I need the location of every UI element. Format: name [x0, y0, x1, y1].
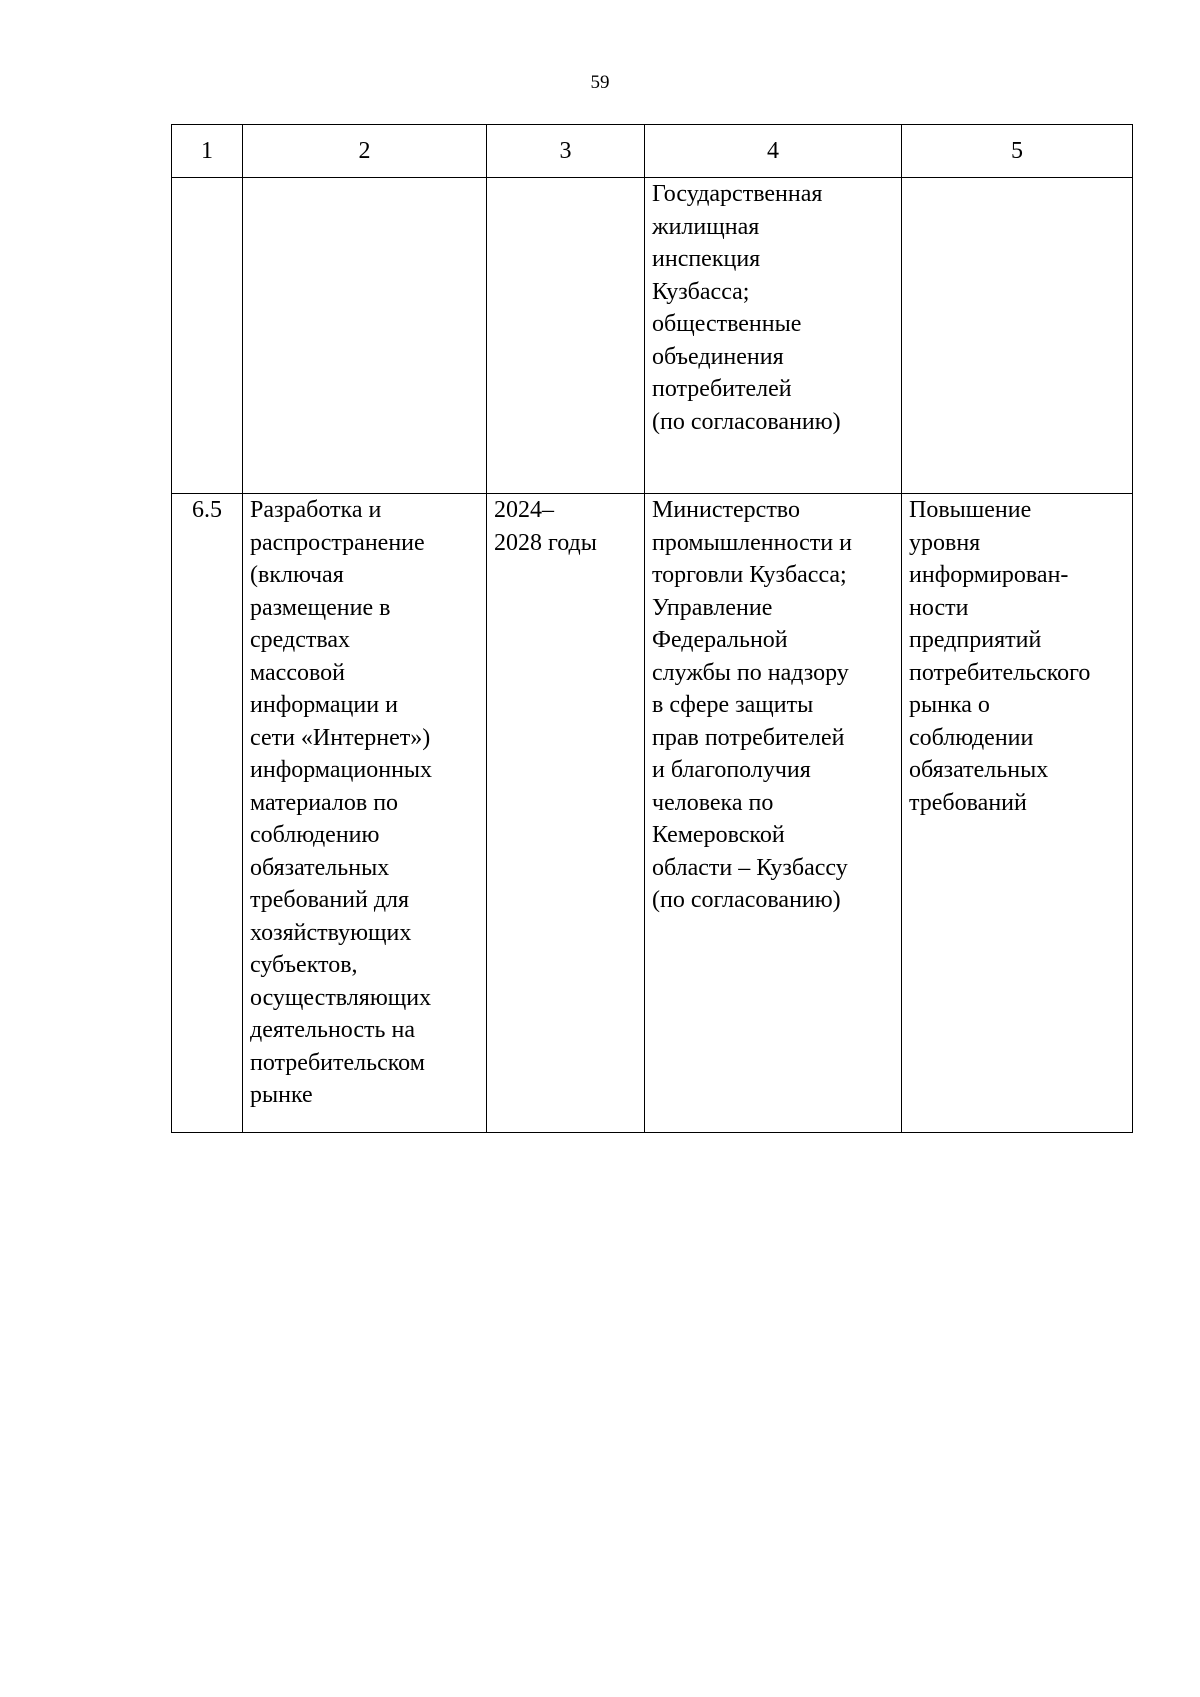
cell-result [902, 178, 1133, 494]
cell-executors: Министерство промышленности и торговли Кузбасса; Управление Федеральной службы по надзору в сфере защиты прав потребителей и благополучия человека по Кемеровской области – Кузбассу (по согласованию) [645, 494, 902, 1133]
column-header-2: 2 [243, 125, 487, 178]
cell-number [172, 178, 243, 494]
column-header-3: 3 [487, 125, 645, 178]
table-row-continuation [172, 178, 1133, 494]
table-row-6-5 [172, 494, 1133, 1133]
measures-table [171, 124, 1133, 1133]
cell-activity: Разработка и распространение (включая размещение в средствах массовой информации и сети «Интернет») информационных материалов по соблюдению обязательных требований для хозяйствующих субъектов, осуществляющих деятельность на потребительском рынке [243, 494, 487, 1133]
column-header-5: 5 [902, 125, 1133, 178]
cell-period [487, 178, 645, 494]
cell-number: 6.5 [172, 494, 243, 1133]
column-header-1: 1 [172, 125, 243, 178]
table-header-row [172, 125, 1133, 178]
cell-result: Повышение уровня информирован- ности предприятий потребительского рынка о соблюдении обязательных требований [902, 494, 1133, 1133]
page-number: 59 [590, 72, 610, 93]
cell-period: 2024– 2028 годы [487, 494, 645, 1133]
column-header-4: 4 [645, 125, 902, 178]
cell-executors: Государственная жилищная инспекция Кузбасса; общественные объединения потребителей (по согласованию) [645, 178, 902, 494]
cell-activity [243, 178, 487, 494]
